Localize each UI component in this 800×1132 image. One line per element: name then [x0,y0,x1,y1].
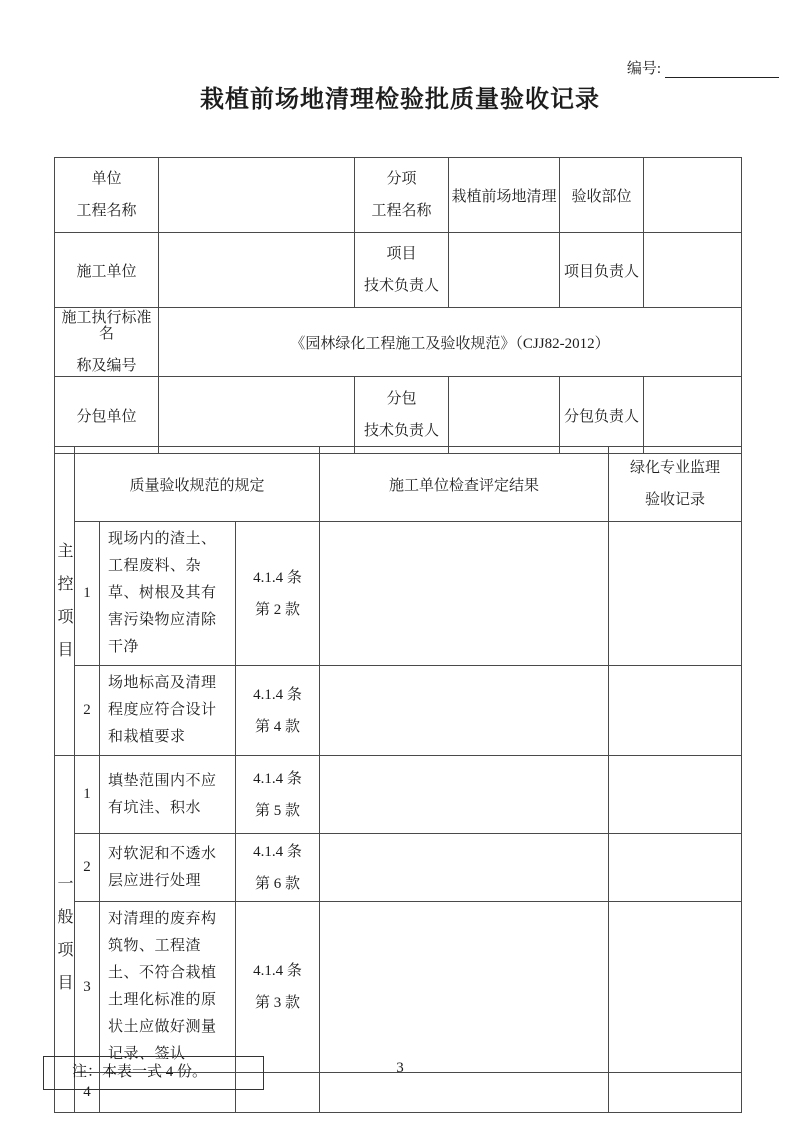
project-leader-value [644,233,742,308]
project-info-table [54,157,742,454]
subcontract-unit-label: 分包单位 [55,377,159,454]
acceptance-part-label: 验收部位 [560,158,644,233]
acceptance-part-value [644,158,742,233]
item-no: 2 [75,834,100,902]
table-row [55,756,742,834]
item-supervision [609,756,742,834]
subcontract-leader-label: 分包负责人 [560,377,644,454]
subitem-project-value: 栽植前场地清理 [449,158,560,233]
item-result [320,834,609,902]
item-supervision [609,522,742,666]
subcontract-unit-value [159,377,355,454]
construction-unit-label: 施工单位 [55,233,159,308]
doc-number-line [627,57,779,78]
item-text: 填垫范围内不应有坑洼、积水 [100,756,236,834]
project-leader-label: 项目负责人 [560,233,644,308]
item-supervision [609,666,742,756]
unit-project-value [159,158,355,233]
item-clause: 4.1.4 条 第 4 款 [236,666,320,756]
section-label-general: 一般项目 [55,756,75,1113]
item-result [320,1073,609,1113]
item-result [320,902,609,1073]
item-result [320,666,609,756]
header-result: 施工单位检查评定结果 [320,447,609,522]
subitem-project-label: 分项 工程名称 [355,158,449,233]
page-number: 3 [396,1060,404,1076]
item-no: 4 [75,1073,100,1113]
item-no: 2 [75,666,100,756]
item-clause: 4.1.4 条 第 2 款 [236,522,320,666]
item-text: 场地标高及清理程度应符合设计和栽植要求 [100,666,236,756]
table-row [55,902,742,1073]
item-result [320,522,609,666]
item-supervision [609,1073,742,1113]
project-tech-leader-label: 项目 技术负责人 [355,233,449,308]
table-row [55,666,742,756]
item-result [320,756,609,834]
item-clause: 4.1.4 条 第 6 款 [236,834,320,902]
item-clause: 4.1.4 条 第 3 款 [236,902,320,1073]
inspection-table [54,446,742,1113]
item-clause: 4.1.4 条 第 5 款 [236,756,320,834]
table-row [55,834,742,902]
subcontract-tech-leader-value [449,377,560,454]
header-supervision: 绿化专业监理 验收记录 [609,447,742,522]
item-no: 3 [75,902,100,1073]
doc-number-blank [665,62,779,78]
item-supervision [609,902,742,1073]
subcontract-leader-value [644,377,742,454]
page-title: 栽植前场地清理检验批质量验收记录 [200,87,600,113]
item-supervision [609,834,742,902]
standard-value: 《园林绿化工程施工及验收规范》（CJJ82-2012） [159,308,742,377]
item-text: 现场内的渣土、工程废料、杂草、树根及其有害污染物应清除干净 [100,522,236,666]
item-no: 1 [75,756,100,834]
table-row [55,522,742,666]
item-text: 对软泥和不透水层应进行处理 [100,834,236,902]
subcontract-tech-leader-label: 分包 技术负责人 [355,377,449,454]
construction-unit-value [159,233,355,308]
item-no: 1 [75,522,100,666]
note-text: 注：本表一式 4 份。 [72,1064,208,1080]
standard-label: 施工执行标准名 称及编号 [55,308,159,377]
project-tech-leader-value [449,233,560,308]
section-label-main: 主控项目 [55,447,75,756]
header-spec: 质量验收规范的规定 [75,447,320,522]
unit-project-label: 单位 工程名称 [55,158,159,233]
item-text: 对清理的废弃构筑物、工程渣土、不符合栽植土理化标准的原状土应做好测量记录、签认 [100,902,236,1073]
doc-number-label: 编号: [626,61,661,77]
